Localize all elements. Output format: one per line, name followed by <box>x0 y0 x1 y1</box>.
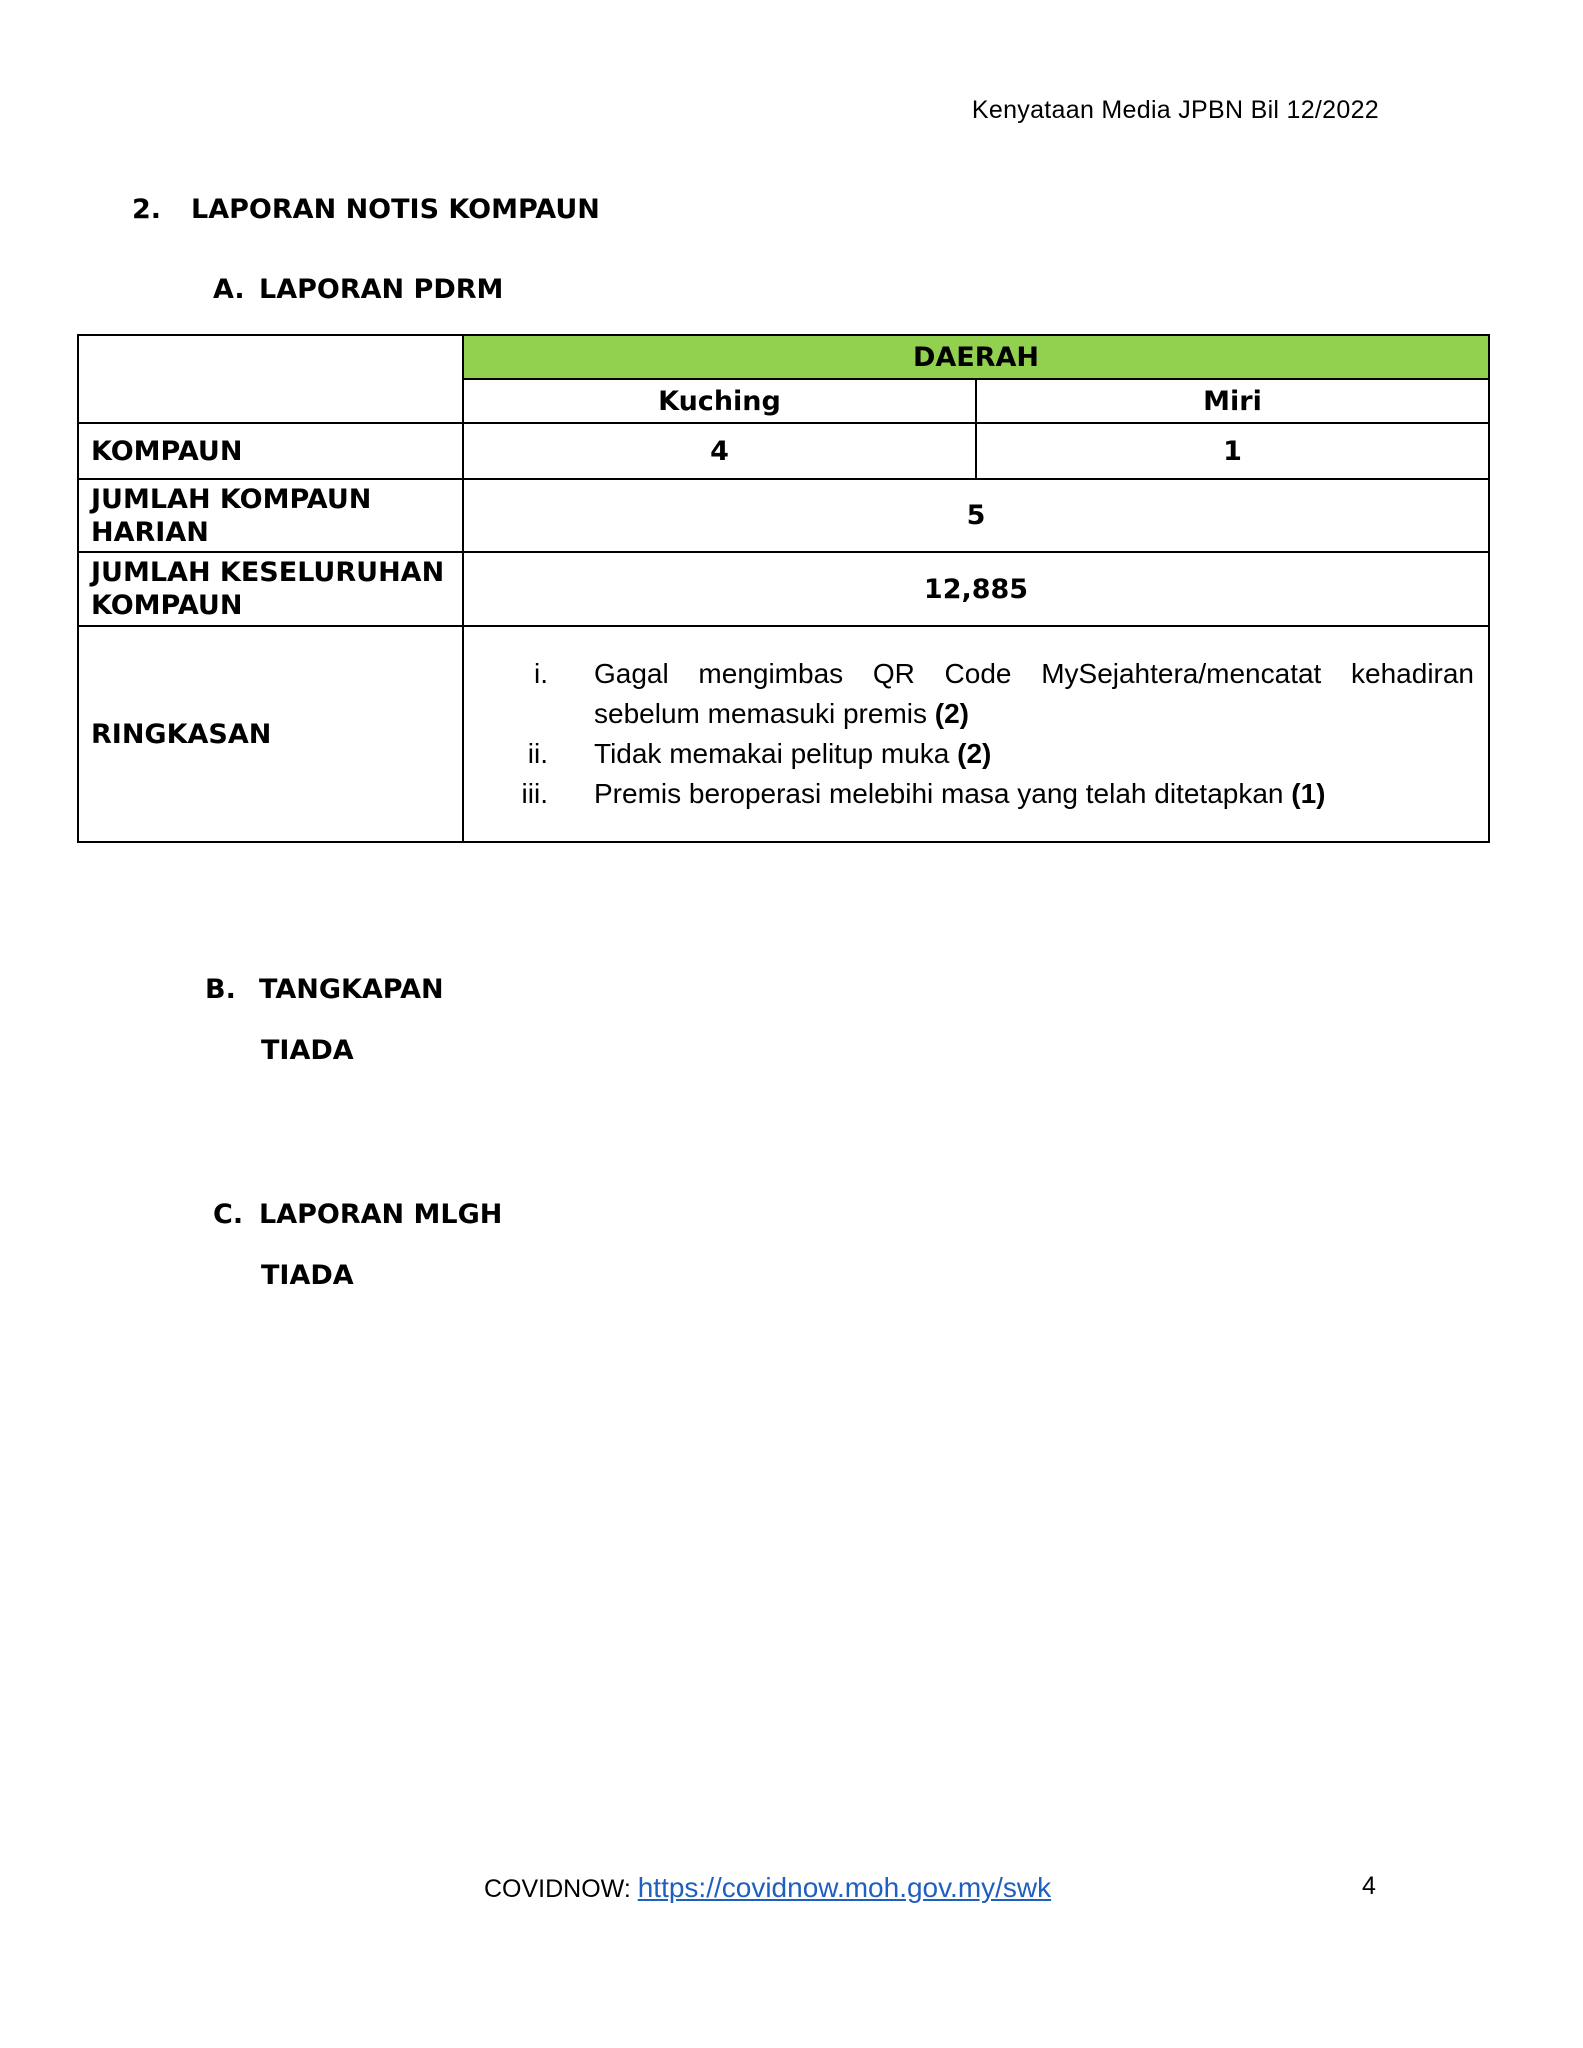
row-label-ringkasan: RINGKASAN <box>78 626 463 842</box>
subsection-c-heading <box>213 1199 502 1230</box>
list-item-text: Gagal mengimbas QR Code MySejahtera/mencatat kehadiran sebelum memasuki premis <box>594 658 1475 729</box>
list-item-count: (2) <box>934 698 970 729</box>
list-item-text: Tidak memakai pelitup muka <box>594 738 950 769</box>
table-row-jumlah-keseluruhan <box>78 552 1489 626</box>
district-header-kuching: Kuching <box>463 379 976 423</box>
list-item-count: (2) <box>957 738 992 769</box>
list-item-number: ii. <box>527 738 548 769</box>
table-corner-cell <box>78 335 463 423</box>
subsection-b-body: TIADA <box>261 1035 354 1066</box>
row-label-line: HARIAN <box>91 516 209 548</box>
subsection-c-letter: C. <box>213 1199 244 1230</box>
list-item <box>478 734 1474 774</box>
pdrm-compound-table <box>77 334 1490 843</box>
footer-source-label: COVIDNOW: <box>484 1875 631 1903</box>
list-item-count: (1) <box>1291 778 1326 809</box>
section-title: LAPORAN NOTIS KOMPAUN <box>191 194 600 225</box>
section-heading <box>132 194 600 225</box>
list-item-text: Premis beroperasi melebihi masa yang telah ditetapkan <box>594 778 1284 809</box>
subsection-a-title: LAPORAN PDRM <box>259 274 504 305</box>
covidnow-link[interactable]: https://covidnow.moh.gov.my/swk <box>637 1872 1052 1903</box>
jumlah-harian-value: 5 <box>463 479 1489 552</box>
row-label-line: JUMLAH KOMPAUN <box>91 483 372 515</box>
subsection-a-heading <box>213 274 503 305</box>
row-label-line: KOMPAUN <box>91 590 243 621</box>
subsection-b-heading <box>205 974 444 1005</box>
ringkasan-list <box>463 626 1489 842</box>
kompaun-miri: 1 <box>976 423 1489 479</box>
table-row-ringkasan <box>78 626 1489 842</box>
document-reference: Kenyataan Media JPBN Bil 12/2022 <box>971 96 1379 124</box>
table-row-kompaun <box>78 423 1489 479</box>
subsection-c-title: LAPORAN MLGH <box>259 1199 503 1230</box>
row-label-jumlah-harian <box>78 479 463 552</box>
table-row-jumlah-harian <box>78 479 1489 552</box>
subsection-c-body: TIADA <box>261 1260 354 1291</box>
subsection-b-title: TANGKAPAN <box>259 974 444 1005</box>
row-label-line: JUMLAH KESELURUHAN <box>91 557 445 588</box>
jumlah-keseluruhan-value: 12,885 <box>463 552 1489 626</box>
row-label-jumlah-keseluruhan <box>78 552 463 626</box>
list-item-number: i. <box>534 658 548 689</box>
list-item <box>478 774 1474 814</box>
section-number: 2. <box>132 194 162 225</box>
row-label-kompaun: KOMPAUN <box>78 423 463 479</box>
subsection-a-letter: A. <box>213 274 245 305</box>
page-number: 4 <box>1362 1872 1376 1900</box>
kompaun-kuching: 4 <box>463 423 976 479</box>
list-item <box>478 654 1474 734</box>
district-group-header: DAERAH <box>463 335 1489 379</box>
list-item-number: iii. <box>521 778 548 809</box>
footer-source <box>484 1872 1051 1904</box>
district-header-miri: Miri <box>976 379 1489 423</box>
subsection-b-letter: B. <box>205 974 236 1005</box>
